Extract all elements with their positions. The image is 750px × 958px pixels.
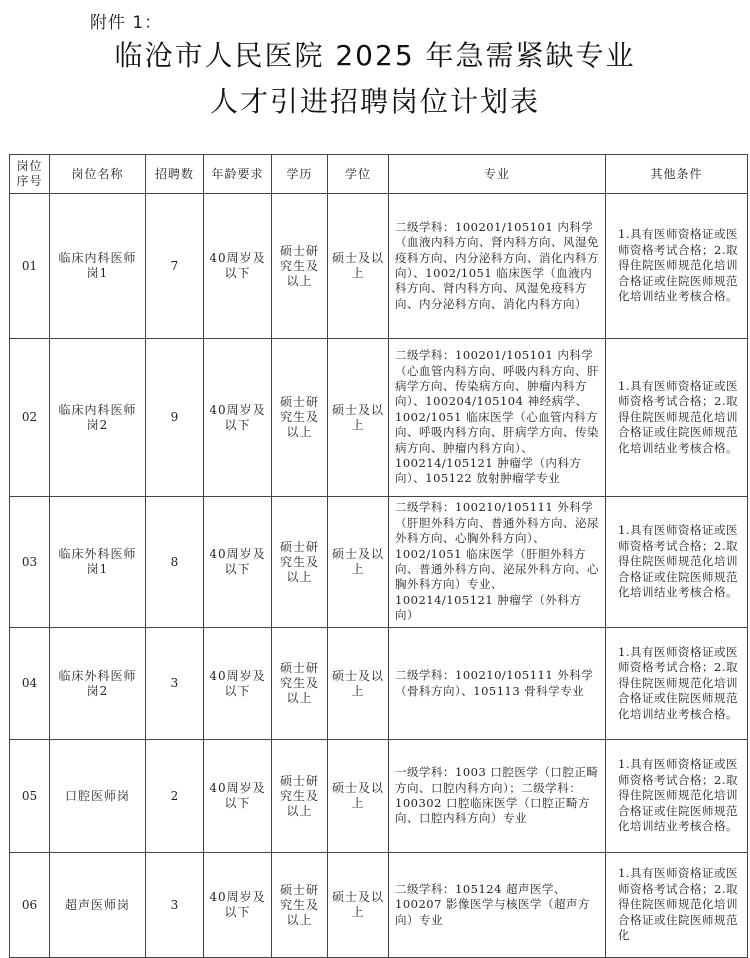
cell-count: 3 — [146, 853, 204, 958]
cell-id: 01 — [10, 194, 50, 339]
cell-id: 04 — [10, 628, 50, 740]
header-education: 学历 — [272, 155, 328, 194]
cell-degree: 硕士及以上 — [328, 740, 389, 853]
cell-age: 40周岁及以下 — [204, 740, 272, 853]
header-other: 其他条件 — [606, 155, 748, 194]
cell-degree: 硕士及以上 — [328, 194, 389, 339]
header-degree: 学位 — [328, 155, 389, 194]
cell-education: 硕士研究生及以上 — [272, 628, 328, 740]
cell-major: 二级学科：100210/105111 外科学（骨科方向）、105113 骨科学专业 — [389, 628, 606, 740]
cell-education: 硕士研究生及以上 — [272, 740, 328, 853]
cell-degree: 硕士及以上 — [328, 853, 389, 958]
cell-age: 40周岁及以下 — [204, 339, 272, 497]
cell-id: 06 — [10, 853, 50, 958]
cell-count: 3 — [146, 628, 204, 740]
cell-age: 40周岁及以下 — [204, 628, 272, 740]
cell-name: 临床外科医师岗1 — [50, 497, 146, 628]
cell-major: 一级学科：1003 口腔医学（口腔正畸方向、口腔内科方向）；二级学科：100302 口腔临床医学（口腔正畸方向、口腔内科方向）专业 — [389, 740, 606, 853]
page-title-line-1: 临沧市人民医院 2025 年急需紧缺专业 — [114, 39, 636, 72]
table-row — [10, 497, 748, 628]
cell-age: 40周岁及以下 — [204, 497, 272, 628]
recruitment-table — [9, 154, 748, 958]
table-row — [10, 628, 748, 740]
header-age: 年龄要求 — [204, 155, 272, 194]
cell-other: 1.具有医师资格证或医师资格考试合格；2.取得住院医师规范化培训合格证或住院医师规范化培训结业考核合格。 — [606, 740, 748, 853]
cell-other: 1.具有医师资格证或医师资格考试合格；2.取得住院医师规范化培训合格证或住院医师规范化培训结业考核合格。 — [606, 194, 748, 339]
cell-name: 临床内科医师岗1 — [50, 194, 146, 339]
cell-other: 1.具有医师资格证或医师资格考试合格；2.取得住院医师规范化培训合格证或住院医师规范化 — [606, 853, 748, 958]
cell-other: 1.具有医师资格证或医师资格考试合格；2.取得住院医师规范化培训合格证或住院医师规范化培训结业考核合格。 — [606, 628, 748, 740]
cell-name: 临床内科医师岗2 — [50, 339, 146, 497]
cell-major: 二级学科：100210/105111 外科学（肝胆外科方向、普通外科方向、泌尿外科方向、心胸外科方向）、1002/1051 临床医学（肝胆外科方向、普通外科方向、泌尿外科方向、心胸外科方向）专业、100214/105121 肿瘤学（外科方向） — [389, 497, 606, 628]
cell-count: 8 — [146, 497, 204, 628]
cell-education: 硕士研究生及以上 — [272, 853, 328, 958]
table-row — [10, 853, 748, 958]
cell-education: 硕士研究生及以上 — [272, 339, 328, 497]
cell-education: 硕士研究生及以上 — [272, 194, 328, 339]
table-header-row — [10, 155, 748, 194]
cell-other: 1.具有医师资格证或医师资格考试合格；2.取得住院医师规范化培训合格证或住院医师规范化培训结业考核合格。 — [606, 339, 748, 497]
cell-education: 硕士研究生及以上 — [272, 497, 328, 628]
cell-id: 02 — [10, 339, 50, 497]
cell-age: 40周岁及以下 — [204, 194, 272, 339]
cell-count: 7 — [146, 194, 204, 339]
cell-degree: 硕士及以上 — [328, 339, 389, 497]
cell-other: 1.具有医师资格证或医师资格考试合格；2.取得住院医师规范化培训合格证或住院医师规范化培训结业考核合格。 — [606, 497, 748, 628]
table-row — [10, 740, 748, 853]
header-id: 岗位序号 — [10, 155, 50, 194]
cell-major: 二级学科：105124 超声医学、100207 影像医学与核医学（超声方向）专业 — [389, 853, 606, 958]
cell-major: 二级学科：100201/105101 内科学（血液内科方向、肾内科方向、风湿免疫科方向、内分泌科方向、消化内科方向）、1002/1051 临床医学（血液内科方向、肾内科方向、风湿免疫科方向、内分泌科方向、消化内科方向） — [389, 194, 606, 339]
cell-name: 临床外科医师岗2 — [50, 628, 146, 740]
cell-name: 口腔医师岗 — [50, 740, 146, 853]
header-name: 岗位名称 — [50, 155, 146, 194]
cell-name: 超声医师岗 — [50, 853, 146, 958]
table-row — [10, 339, 748, 497]
cell-id: 05 — [10, 740, 50, 853]
cell-degree: 硕士及以上 — [328, 497, 389, 628]
header-major: 专业 — [389, 155, 606, 194]
cell-degree: 硕士及以上 — [328, 628, 389, 740]
cell-id: 03 — [10, 497, 50, 628]
page-title-line-2: 人才引进招聘岗位计划表 — [209, 85, 540, 118]
cell-count: 9 — [146, 339, 204, 497]
header-count: 招聘数 — [146, 155, 204, 194]
attachment-label: 附件 1： — [90, 13, 163, 33]
table-row — [10, 194, 748, 339]
cell-major: 二级学科：100201/105101 内科学（心血管内科方向、呼吸内科方向、肝病学方向、传染病方向、肿瘤内科方向）、100204/105104 神经病学、1002/1051 临床医学（心血管内科方向、呼吸内科方向、肝病学方向、传染病方向、肿瘤内科方向）、100214/105121 肿瘤学（内科方向）、105122 放射肿瘤学专业 — [389, 339, 606, 497]
cell-age: 40周岁及以下 — [204, 853, 272, 958]
cell-count: 2 — [146, 740, 204, 853]
